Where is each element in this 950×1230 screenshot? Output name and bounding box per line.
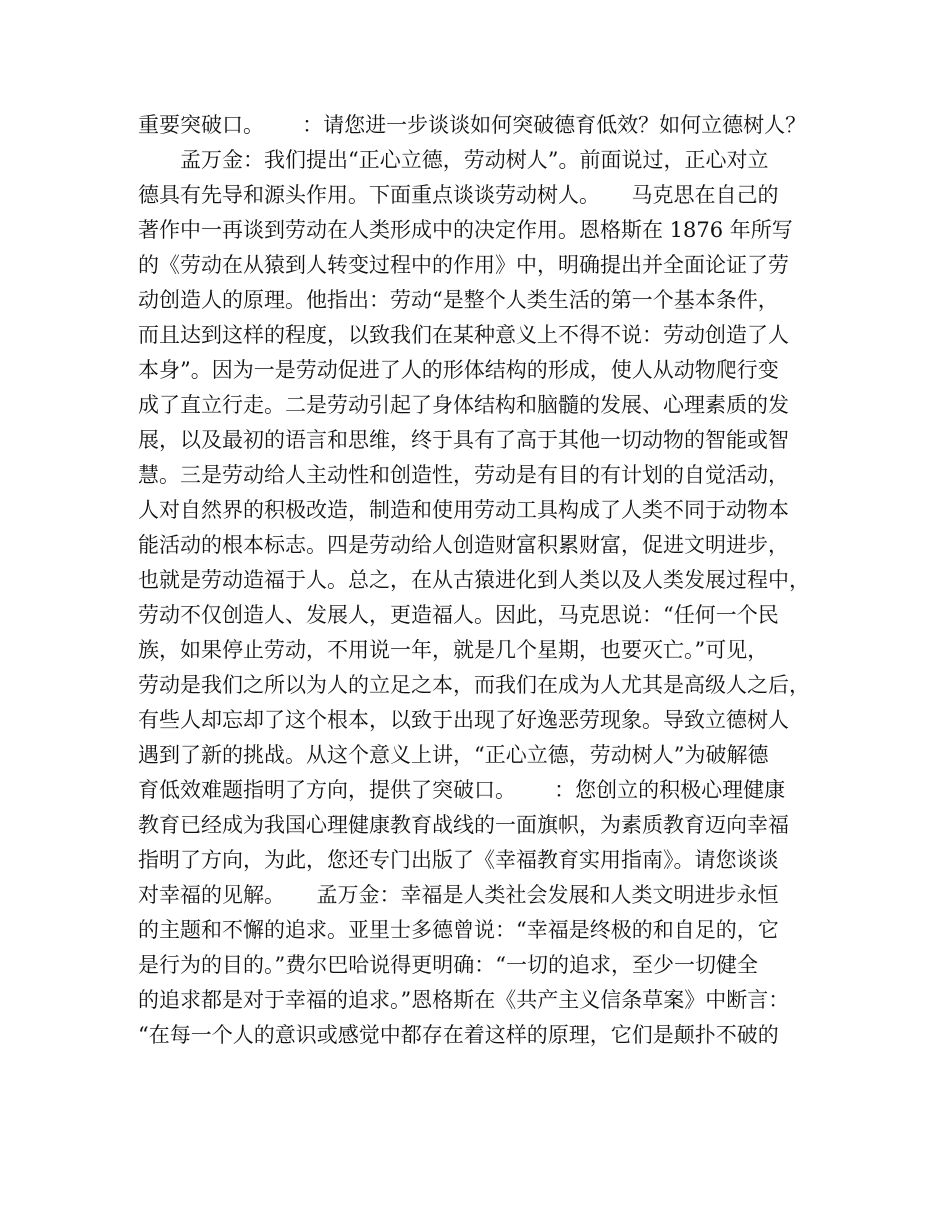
text-line: 有些人却忘却了这个根本，以致于出现了好逸恶劳现象。导致立德树人 [138, 708, 789, 732]
text-line: 成了直立行走。二是劳动引起了身体结构和脑髓的发展、心理素质的发 [138, 393, 789, 417]
text-line: 的主题和不懈的追求。亚里士多德曾说：“幸福是终极的和自足的，它 [138, 918, 779, 942]
text-line: 劳动不仅创造人、发展人，更造福人。因此，马克思说：“任何一个民 [138, 603, 779, 627]
text-line: 本身”。因为一是劳动促进了人的形体结构的形成，使人从动物爬行变 [138, 358, 779, 382]
text-line: 展，以及最初的语言和思维，终于具有了高于其他一切动物的智能或智 [138, 428, 789, 452]
text-line: 著作中一再谈到劳动在人类形成中的决定作用。恩格斯在 1876 年所写 [138, 218, 793, 242]
text-line: 遇到了新的挑战。从这个意义上讲，“正心立德，劳动树人”为破解德 [138, 743, 769, 767]
text-line: 孟万金：我们提出“正心立德，劳动树人”。前面说过，正心对立 [138, 148, 769, 172]
text-line: 也就是劳动造福于人。总之，在从古猿进化到人类以及人类发展过程中， [138, 568, 810, 592]
text-line: 的追求都是对于幸福的追求。”恩格斯在《共产主义信条草案》中断言： [138, 988, 790, 1012]
text-line: 劳动是我们之所以为人的立足之本，而我们在成为人尤其是高级人之后， [138, 673, 810, 697]
text-line: 育低效难题指明了方向，提供了突破口。 ：您创立的积极心理健康 [138, 778, 786, 802]
text-line: “在每一个人的意识或感觉中都存在着这样的原理，它们是颠扑不破的 [138, 1023, 779, 1047]
text-line: 指明了方向，为此，您还专门出版了《幸福教育实用指南》。请您谈谈 [138, 848, 779, 872]
text-line: 慧。三是劳动给人主动性和创造性，劳动是有目的有计划的自觉活动， [138, 463, 789, 487]
text-line: 教育已经成为我国心理健康教育战线的一面旗帜，为素质教育迈向幸福 [138, 813, 789, 837]
text-line: 的《劳动在从猿到人转变过程中的作用》中，明确提出并全面论证了劳 [138, 253, 789, 277]
text-line: 能活动的根本标志。四是劳动给人创造财富积累财富，促进文明进步， [138, 533, 789, 557]
text-line: 重要突破口。 ：请您进一步谈谈如何突破德育低效？如何立德树人？ [138, 113, 807, 137]
text-line: 动创造人的原理。他指出：劳动“是整个人类生活的第一个基本条件， [138, 288, 779, 312]
text-line: 是行为的目的。”费尔巴哈说得更明确：“一切的追求，至少一切健全 [138, 953, 758, 977]
document-body [138, 108, 838, 1053]
text-line: 德具有先导和源头作用。下面重点谈谈劳动树人。 马克思在自己的 [138, 183, 779, 207]
text-line: 人对自然界的积极改造，制造和使用劳动工具构成了人类不同于动物本 [138, 498, 789, 522]
text-line: 对幸福的见解。 孟万金：幸福是人类社会发展和人类文明进步永恒 [138, 883, 779, 907]
text-line: 族，如果停止劳动，不用说一年，就是几个星期，也要灭亡。”可见， [138, 638, 769, 662]
text-line: 而且达到这样的程度，以致我们在某种意义上不得不说：劳动创造了人 [138, 323, 789, 347]
